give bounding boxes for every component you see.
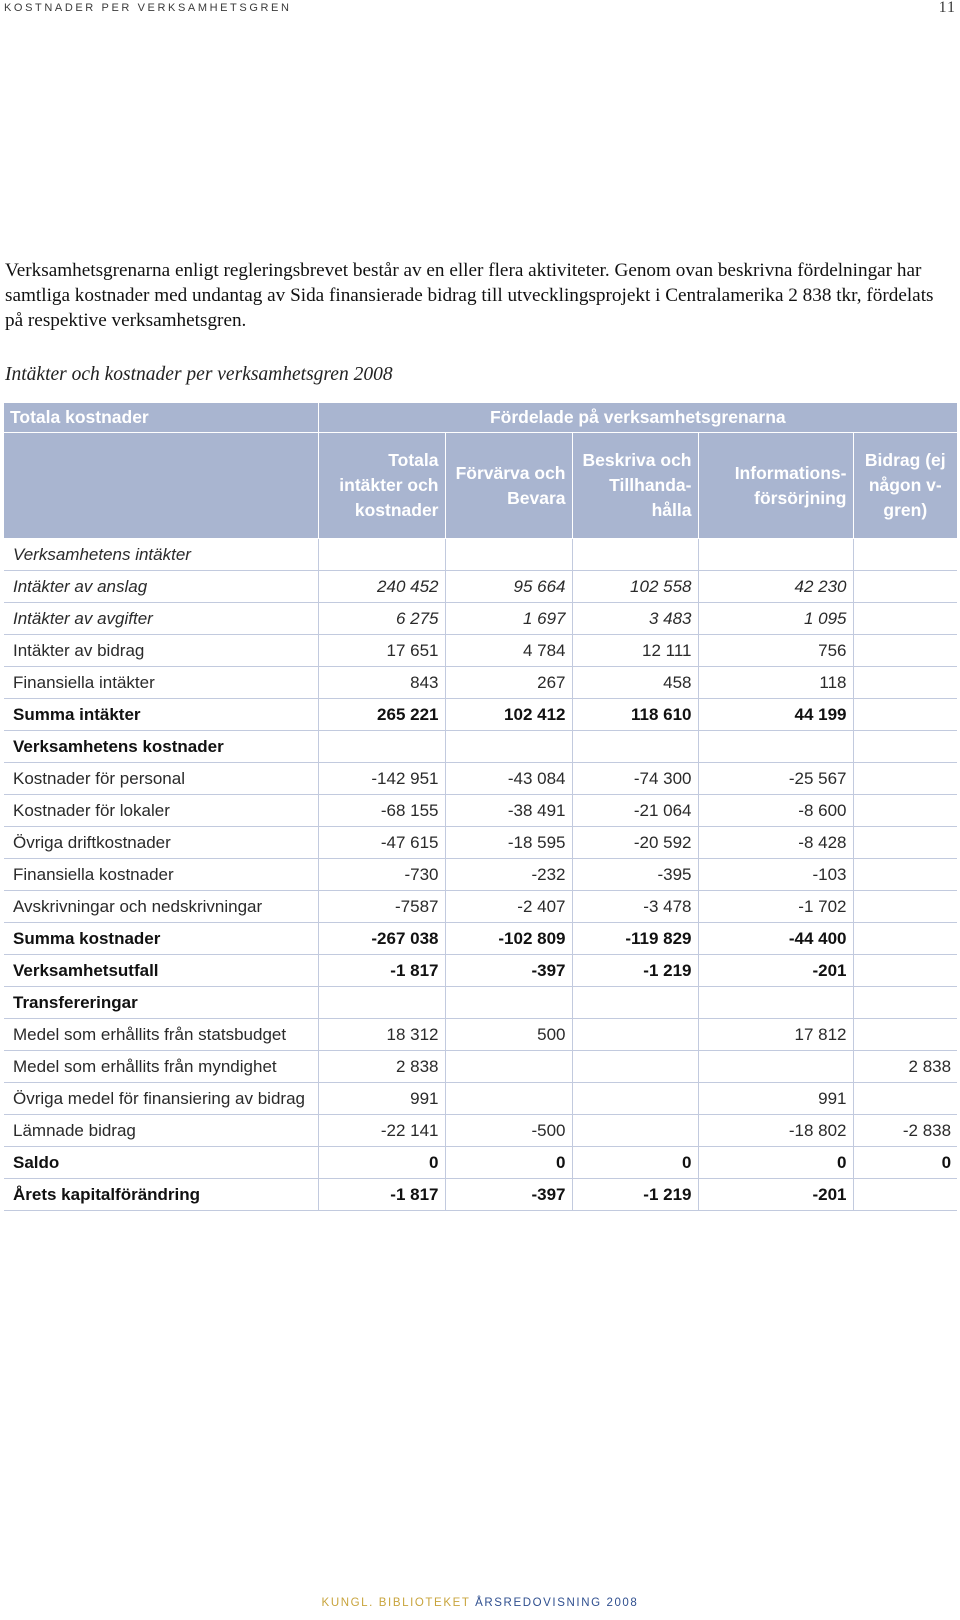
table-row bbox=[4, 1179, 957, 1211]
table-cell: 240 452 bbox=[318, 571, 445, 603]
table-cell: -3 478 bbox=[572, 891, 698, 923]
table-cell: 265 221 bbox=[318, 699, 445, 731]
column-header-beskriva: Beskriva och Tillhanda-hålla bbox=[572, 433, 698, 539]
corner-label: Totala kostnader bbox=[4, 403, 318, 433]
table-cell bbox=[445, 731, 572, 763]
table-row bbox=[4, 1115, 957, 1147]
table-cell: -395 bbox=[572, 859, 698, 891]
table-cell: -119 829 bbox=[572, 923, 698, 955]
table-cell: 756 bbox=[698, 635, 853, 667]
running-title: KOSTNADER PER VERKSAMHETSGREN bbox=[4, 2, 292, 14]
table-cell: 44 199 bbox=[698, 699, 853, 731]
table-row bbox=[4, 1051, 957, 1083]
table-cell: 42 230 bbox=[698, 571, 853, 603]
table-cell: -1 219 bbox=[572, 955, 698, 987]
table-cell: -1 817 bbox=[318, 955, 445, 987]
table-cell: 6 275 bbox=[318, 603, 445, 635]
table-cell: -8 600 bbox=[698, 795, 853, 827]
table-cell: 0 bbox=[853, 1147, 957, 1179]
table-cell: -21 064 bbox=[572, 795, 698, 827]
table-cell bbox=[318, 987, 445, 1019]
table-row bbox=[4, 635, 957, 667]
table-cell bbox=[572, 731, 698, 763]
row-label: Kostnader för personal bbox=[4, 763, 318, 795]
table-cell bbox=[853, 635, 957, 667]
row-label: Transfereringar bbox=[4, 987, 318, 1019]
table-cell: 95 664 bbox=[445, 571, 572, 603]
table-cell: 458 bbox=[572, 667, 698, 699]
table-cell: 102 558 bbox=[572, 571, 698, 603]
table-row bbox=[4, 795, 957, 827]
table-cell: 1 697 bbox=[445, 603, 572, 635]
table-cell bbox=[853, 891, 957, 923]
table-cell: -43 084 bbox=[445, 763, 572, 795]
table-cell: -232 bbox=[445, 859, 572, 891]
table-cell: -267 038 bbox=[318, 923, 445, 955]
table-row bbox=[4, 1019, 957, 1051]
table-row bbox=[4, 731, 957, 763]
cost-table bbox=[4, 403, 957, 1211]
table-cell bbox=[445, 1083, 572, 1115]
table-cell: 991 bbox=[698, 1083, 853, 1115]
table-cell bbox=[853, 1083, 957, 1115]
table-row bbox=[4, 603, 957, 635]
table-cell bbox=[853, 795, 957, 827]
table-cell bbox=[853, 667, 957, 699]
table-row bbox=[4, 891, 957, 923]
table-cell: 0 bbox=[318, 1147, 445, 1179]
row-label: Övriga medel för finansiering av bidrag bbox=[4, 1083, 318, 1115]
table-cell bbox=[445, 987, 572, 1019]
row-label: Kostnader för lokaler bbox=[4, 795, 318, 827]
table-cell bbox=[853, 539, 957, 571]
table-cell: -397 bbox=[445, 955, 572, 987]
table-cell bbox=[853, 699, 957, 731]
table-cell bbox=[698, 539, 853, 571]
table-cell bbox=[572, 539, 698, 571]
table-cell: -7587 bbox=[318, 891, 445, 923]
table-cell: -1 702 bbox=[698, 891, 853, 923]
row-label: Intäkter av avgifter bbox=[4, 603, 318, 635]
row-label: Övriga driftkostnader bbox=[4, 827, 318, 859]
table-cell: -25 567 bbox=[698, 763, 853, 795]
table-cell: 0 bbox=[698, 1147, 853, 1179]
column-header-information: Informations-försörjning bbox=[698, 433, 853, 539]
table-cell bbox=[698, 987, 853, 1019]
row-label: Finansiella kostnader bbox=[4, 859, 318, 891]
footer-document: ÅRSREDOVISNING 2008 bbox=[475, 1597, 639, 1609]
table-cell bbox=[698, 1051, 853, 1083]
column-header-bidrag: Bidrag (ej någon v-gren) bbox=[853, 433, 957, 539]
table-cell bbox=[445, 1051, 572, 1083]
table-cell: -1 817 bbox=[318, 1179, 445, 1211]
table-row bbox=[4, 827, 957, 859]
table-caption: Intäkter och kostnader per verksamhetsgren 2008 bbox=[5, 364, 393, 385]
row-label: Summa intäkter bbox=[4, 699, 318, 731]
table-cell bbox=[572, 987, 698, 1019]
table-cell: -1 219 bbox=[572, 1179, 698, 1211]
table-cell: -74 300 bbox=[572, 763, 698, 795]
table-cell: -500 bbox=[445, 1115, 572, 1147]
table-cell: 0 bbox=[445, 1147, 572, 1179]
table-header-row-group bbox=[4, 403, 957, 433]
row-label: Medel som erhållits från myndighet bbox=[4, 1051, 318, 1083]
row-label: Intäkter av bidrag bbox=[4, 635, 318, 667]
footer-organization: KUNGL. BIBLIOTEKET bbox=[321, 1597, 471, 1609]
row-label: Intäkter av anslag bbox=[4, 571, 318, 603]
table-cell bbox=[853, 571, 957, 603]
table-cell: -47 615 bbox=[318, 827, 445, 859]
row-label: Avskrivningar och nedskrivningar bbox=[4, 891, 318, 923]
table-cell: 500 bbox=[445, 1019, 572, 1051]
row-label: Finansiella intäkter bbox=[4, 667, 318, 699]
table-cell bbox=[853, 731, 957, 763]
table-cell bbox=[853, 1019, 957, 1051]
table-cell bbox=[853, 603, 957, 635]
row-label: Saldo bbox=[4, 1147, 318, 1179]
table-row bbox=[4, 859, 957, 891]
table-cell bbox=[853, 859, 957, 891]
table-cell: -20 592 bbox=[572, 827, 698, 859]
table-cell: -397 bbox=[445, 1179, 572, 1211]
table-cell: 991 bbox=[318, 1083, 445, 1115]
table-cell: -8 428 bbox=[698, 827, 853, 859]
table-cell: -18 802 bbox=[698, 1115, 853, 1147]
table-cell: -38 491 bbox=[445, 795, 572, 827]
table-cell: -201 bbox=[698, 1179, 853, 1211]
table-cell: -2 838 bbox=[853, 1115, 957, 1147]
table-row bbox=[4, 667, 957, 699]
header-blank bbox=[4, 433, 318, 539]
group-label: Fördelade på verksamhetsgrenarna bbox=[318, 403, 957, 433]
table-cell: 18 312 bbox=[318, 1019, 445, 1051]
table-cell bbox=[853, 827, 957, 859]
table-cell: -2 407 bbox=[445, 891, 572, 923]
table-row bbox=[4, 571, 957, 603]
table-cell: -103 bbox=[698, 859, 853, 891]
table-cell: 267 bbox=[445, 667, 572, 699]
row-label: Verksamhetsutfall bbox=[4, 955, 318, 987]
table-cell bbox=[698, 731, 853, 763]
table-cell: 4 784 bbox=[445, 635, 572, 667]
table-row bbox=[4, 987, 957, 1019]
table-cell: -18 595 bbox=[445, 827, 572, 859]
table-cell: 0 bbox=[572, 1147, 698, 1179]
table-cell bbox=[853, 955, 957, 987]
table-cell: 17 651 bbox=[318, 635, 445, 667]
table-cell: 102 412 bbox=[445, 699, 572, 731]
table-cell bbox=[572, 1115, 698, 1147]
table-cell: 3 483 bbox=[572, 603, 698, 635]
table-row bbox=[4, 539, 957, 571]
column-header-forvarva: Förvärva och Bevara bbox=[445, 433, 572, 539]
table-cell: 2 838 bbox=[318, 1051, 445, 1083]
table-cell: 17 812 bbox=[698, 1019, 853, 1051]
table-row bbox=[4, 763, 957, 795]
table-cell bbox=[853, 987, 957, 1019]
table-row bbox=[4, 955, 957, 987]
table-cell bbox=[572, 1051, 698, 1083]
table-cell: 2 838 bbox=[853, 1051, 957, 1083]
intro-paragraph: Verksamhetsgrenarna enligt regleringsbrevet består av en eller flera aktiviteter. Genom ovan beskrivna fördelningar har samtliga kostnader med undantag av Sida finansierade bidrag till utvecklingsprojekt i Centralamerika 2 838 tkr, fördelats på respektive verksamhetsgren. bbox=[5, 260, 934, 331]
table-cell bbox=[318, 539, 445, 571]
row-label: Medel som erhållits från statsbudget bbox=[4, 1019, 318, 1051]
table-cell bbox=[572, 1019, 698, 1051]
table-row bbox=[4, 699, 957, 731]
row-label: Verksamhetens kostnader bbox=[4, 731, 318, 763]
table-cell bbox=[318, 731, 445, 763]
table-cell: 12 111 bbox=[572, 635, 698, 667]
table-cell bbox=[853, 763, 957, 795]
row-label: Summa kostnader bbox=[4, 923, 318, 955]
table-cell bbox=[445, 539, 572, 571]
table-cell: -201 bbox=[698, 955, 853, 987]
table-body bbox=[4, 539, 957, 1211]
table-cell bbox=[853, 923, 957, 955]
running-header bbox=[4, 2, 956, 20]
table-cell: -68 155 bbox=[318, 795, 445, 827]
row-label: Lämnade bidrag bbox=[4, 1115, 318, 1147]
table-cell: -730 bbox=[318, 859, 445, 891]
row-label: Årets kapitalförändring bbox=[4, 1179, 318, 1211]
row-label: Verksamhetens intäkter bbox=[4, 539, 318, 571]
table-cell: 1 095 bbox=[698, 603, 853, 635]
table-cell: -142 951 bbox=[318, 763, 445, 795]
footer bbox=[0, 1597, 960, 1609]
table-cell: 118 bbox=[698, 667, 853, 699]
table-cell bbox=[853, 1179, 957, 1211]
table-cell: -22 141 bbox=[318, 1115, 445, 1147]
table-cell: 118 610 bbox=[572, 699, 698, 731]
table-row bbox=[4, 1147, 957, 1179]
page-number: 11 bbox=[938, 0, 956, 16]
table-row bbox=[4, 923, 957, 955]
table-cell bbox=[572, 1083, 698, 1115]
table-cell: -44 400 bbox=[698, 923, 853, 955]
table-cell: 843 bbox=[318, 667, 445, 699]
table-row bbox=[4, 1083, 957, 1115]
table-header-row-columns bbox=[4, 433, 957, 539]
column-header-total: Totala intäkter och kostnader bbox=[318, 433, 445, 539]
table-cell: -102 809 bbox=[445, 923, 572, 955]
